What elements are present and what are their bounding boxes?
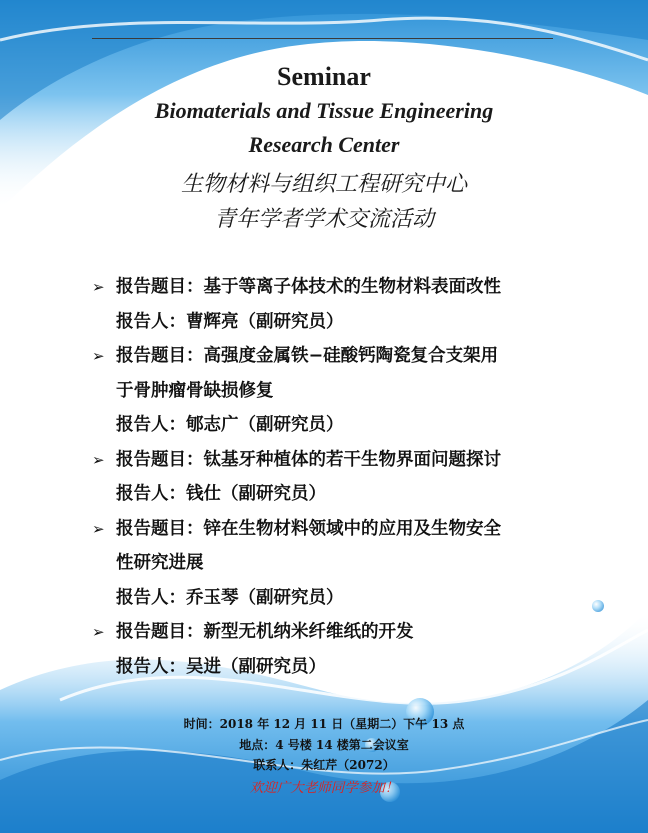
talk-title: 报告题目：新型无机纳米纤维纸的开发 — [116, 622, 414, 642]
event-time: 时间：2018 年 12 月 11 日（星期二）下午 13 点 — [183, 717, 465, 731]
talk-title-continued: 于骨肿瘤骨缺损修复 — [116, 380, 274, 401]
talk-title: 报告题目：锌在生物材料领域中的应用及生物安全 — [116, 518, 501, 539]
talk-title: 报告题目：高强度金属铁−硅酸钙陶瓷复合支架用 — [116, 346, 499, 366]
event-contact: 联系人：朱红芹（2072） — [253, 758, 395, 772]
talk-item — [92, 512, 562, 616]
talk-speaker: 报告人：郇志广（副研究员） — [116, 415, 344, 435]
arrow-bullet-icon: ➢ — [92, 623, 105, 641]
talk-speaker: 报告人：钱仕（副研究员） — [116, 484, 326, 504]
arrow-bullet-icon: ➢ — [92, 450, 105, 469]
arrow-bullet-icon: ➢ — [92, 519, 105, 538]
arrow-bullet-icon: ➢ — [92, 347, 105, 365]
talk-item — [92, 339, 562, 443]
top-divider — [92, 38, 553, 39]
talk-item — [92, 443, 562, 512]
talk-title: 报告题目：基于等离子体技术的生物材料表面改性 — [116, 277, 501, 297]
talk-speaker: 报告人：乔玉琴（副研究员） — [116, 587, 344, 608]
talk-list — [92, 270, 562, 684]
talk-speaker: 报告人：吴进（副研究员） — [116, 656, 326, 677]
arrow-bullet-icon: ➢ — [92, 278, 105, 296]
event-name-cn: 青年学者学术交流活动 — [213, 207, 434, 232]
talk-item — [92, 270, 562, 339]
talk-title: 报告题目：钛基牙种植体的若干生物界面问题探讨 — [116, 449, 501, 470]
seminar-title: Seminar — [277, 62, 371, 91]
center-name-en-line2: Research Center — [248, 132, 400, 157]
center-name-cn: 生物材料与组织工程研究中心 — [180, 172, 467, 197]
talk-title-continued: 性研究进展 — [116, 553, 204, 573]
center-name-en-line1: Biomaterials and Tissue Engineering — [154, 98, 494, 123]
welcome-message: 欢迎广大老师同学参加！ — [249, 780, 399, 796]
event-place: 地点：4 号楼 14 楼第二会议室 — [239, 738, 409, 752]
talk-speaker: 报告人：曹辉亮（副研究员） — [116, 311, 344, 332]
talk-item — [92, 615, 562, 684]
